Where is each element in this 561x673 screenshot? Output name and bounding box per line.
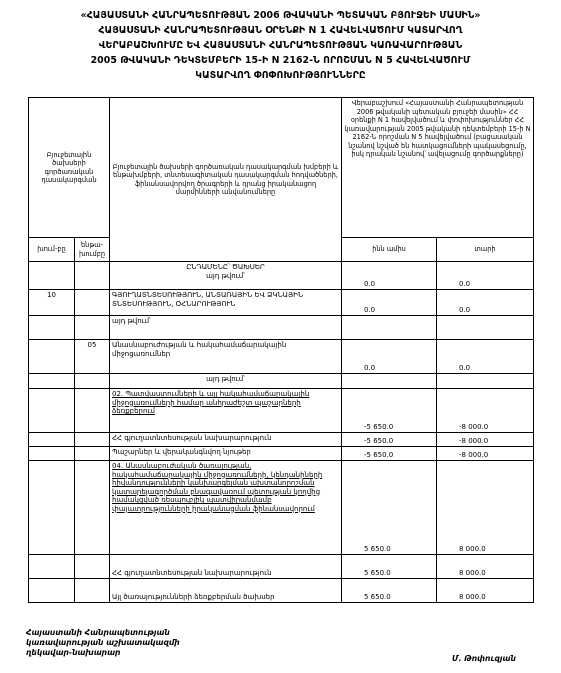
header-nine-months: ինն ամիս — [342, 238, 437, 262]
cell-subgroup — [75, 316, 110, 340]
table-row — [29, 579, 534, 603]
cell-group — [29, 447, 75, 461]
cell-nine-months — [342, 374, 437, 389]
signatory-title — [26, 628, 180, 658]
cell-subgroup — [75, 374, 110, 389]
cell-subgroup — [75, 461, 110, 555]
table-row — [29, 461, 534, 555]
cell-text: 04. Անասնաբուժական ծառայության, հակահամաճարակային միջոցառումների, կենդանիների հիվանդությունների կանխարգելման ախտանորոշման կատարելագործման բնագավառում պետության կողմից համակցված ռեսպուբլիկ պատվիրանմամբ փայատրությունների իրականացման ֆինանսավորում — [110, 461, 342, 555]
cell-group — [29, 374, 75, 389]
title-line-5: ԿԱՏԱՐՎՈՂ ՓՈՓՈԽՈՒԹՅՈՒՆՆԵՐԸ — [195, 70, 366, 81]
cell-text: ԳՅՈՒՂԱՏՆՏԵՍՈՒԹՅՈՒՆ, ԱՆՏԱՌԱՅԻՆ ԵՎ ՁԿՆԱՅԻՆ ՏՆՏԵՍՈՒԹՅՈՒՆ, ՕՀՆԱՐՈՒԹՅՈՒՆ — [110, 290, 342, 316]
cell-text: Անասնաբուժության և հակահամաճարակային միջոցառումներ — [110, 340, 342, 374]
cell-text: Պաշարներ և վերականգնվող նյութեր — [110, 447, 342, 461]
cell-group — [29, 340, 75, 374]
signatory-line-1: Հայաստանի Հանրապետության — [26, 628, 170, 637]
cell-subgroup — [75, 262, 110, 290]
cell-year: -8 000.0 — [437, 447, 534, 461]
title-line-3: ՎԵՐԱԲԱՇԽՈՒՄԸ ԵՎ ՀԱՅԱՍՏԱՆԻ ՀԱՆՐԱՊԵՏՈՒԹՅԱՆ ԿԱՌԱՎԱՐՈՒԹՅԱՆ — [98, 40, 463, 51]
cell-nine-months: -5 650.0 — [342, 389, 437, 433]
table-row — [29, 389, 534, 433]
cell-nine-months: -5 650.0 — [342, 433, 437, 447]
header-year: տարի — [437, 238, 534, 262]
cell-subgroup: 05 — [75, 340, 110, 374]
table-row — [29, 340, 534, 374]
cell-year: 0.0 — [437, 290, 534, 316]
cell-group — [29, 579, 75, 603]
cell-year: 0.0 — [437, 340, 534, 374]
header-change: Վերաբաշխում «Հայաստանի Հանրապետության 2006 թվականի պետական բյուջեի մասին» ՀՀ օրենքի N 1 հավելվածում և փոփոխություններ ՀՀ կառավարության 2005 թվականի դեկտեմբերի 15-ի N 2162-Ն որոշման N 5 հավելվածում (բացասական նշանով նշված են հատկացումների պակասեցումը, իսկ դրական նշանով՝ ավելացումը գործարքները) — [342, 98, 534, 238]
table-row — [29, 374, 534, 389]
cell-group — [29, 461, 75, 555]
title-line-1: «ՀԱՅԱՍՏԱՆԻ ՀԱՆՐԱՊԵՏՈՒԹՅԱՆ 2006 ԹՎԱԿԱՆԻ ՊԵՏԱԿԱՆ ԲՅՈՒՋԵԻ ՄԱՍԻՆ» — [80, 10, 481, 21]
cell-nine-months: 0.0 — [342, 340, 437, 374]
cell-subgroup — [75, 389, 110, 433]
header-description: Բյուջետային ծախսերի գործառական դասակարգման խմբերի և ենթախմբերի, տնտեսագիտական դասակարգման հոդվածների, ֆինանսավորվող ծրագրերի և դրանց իրականացող մարմինների անվանումները — [110, 98, 342, 262]
cell-year — [437, 316, 534, 340]
cell-subgroup — [75, 447, 110, 461]
table-row — [29, 433, 534, 447]
table-row — [29, 262, 534, 290]
cell-year: -8 000.0 — [437, 389, 534, 433]
cell-subgroup — [75, 579, 110, 603]
cell-nine-months: 5 650.0 — [342, 579, 437, 603]
cell-year: 8 000.0 — [437, 555, 534, 579]
cell-group — [29, 316, 75, 340]
document-title — [20, 8, 541, 83]
cell-text: այդ թվում՝ — [110, 374, 342, 389]
header-classification: Բյուջետային ծախսերի գործառական դասակարգման — [29, 98, 110, 238]
title-line-2: ՀԱՅԱՍՏԱՆԻ ՀԱՆՐԱՊԵՏՈՒԹՅԱՆ ՕՐԵՆՔԻ N 1 ՀԱՎԵԼՎԱԾՈՒՄ ԿԱՏԱՐՎՈՂ — [98, 25, 463, 36]
cell-nine-months: 0.0 — [342, 290, 437, 316]
cell-text: Այլ ծառայությունների ձեռքբերման ծախսեր — [110, 579, 342, 603]
cell-subgroup — [75, 555, 110, 579]
table-row — [29, 290, 534, 316]
title-line-4: 2005 ԹՎԱԿԱՆԻ ԴԵԿՏԵՄԲԵՐԻ 15-Ի N 2162-Ն ՈՐՈՇՄԱՆ N 5 ՀԱՎԵԼՎԱԾՈՒՄ — [90, 55, 471, 66]
table-row — [29, 555, 534, 579]
table-row — [29, 316, 534, 340]
header-group: խում-բը — [29, 238, 75, 262]
signatory-line-2: կառավարության աշխատակազմի — [26, 638, 180, 647]
signatory-name: Մ. Թոփուզյան — [452, 654, 516, 663]
cell-subgroup — [75, 290, 110, 316]
header-subgroup: ենթա-խումբը — [75, 238, 110, 262]
cell-text: այդ թվում՝ — [110, 316, 342, 340]
cell-subgroup — [75, 433, 110, 447]
cell-year: 0.0 — [437, 262, 534, 290]
table-row — [29, 447, 534, 461]
cell-year — [437, 374, 534, 389]
cell-text: 02. Պատվաստումների և այլ հակահամաճարակային միջոցառումների համար անհրաժեշտ պաշարների ձեռքբերում — [110, 389, 342, 433]
signatory-line-3: ղեկավար-նախարար — [26, 648, 121, 657]
cell-text: ՀՀ գյուղատնտեսության նախարարություն — [110, 433, 342, 447]
cell-nine-months: 0.0 — [342, 262, 437, 290]
cell-text: ՀՀ գյուղատնտեսության նախարարություն — [110, 555, 342, 579]
cell-nine-months — [342, 316, 437, 340]
cell-group: 10 — [29, 290, 75, 316]
cell-nine-months: -5 650.0 — [342, 447, 437, 461]
cell-text: ԸՆԴԱՄԵՆԸ՝ ԾԱԽՍԵՐ այդ թվում՝ — [110, 262, 342, 290]
cell-year: 8 000.0 — [437, 461, 534, 555]
cell-year: -8 000.0 — [437, 433, 534, 447]
cell-year: 8 000.0 — [437, 579, 534, 603]
cell-group — [29, 555, 75, 579]
cell-nine-months: 5 650.0 — [342, 555, 437, 579]
cell-group — [29, 433, 75, 447]
cell-nine-months: 5 650.0 — [342, 461, 437, 555]
budget-table — [28, 97, 534, 603]
cell-group — [29, 262, 75, 290]
cell-group — [29, 389, 75, 433]
